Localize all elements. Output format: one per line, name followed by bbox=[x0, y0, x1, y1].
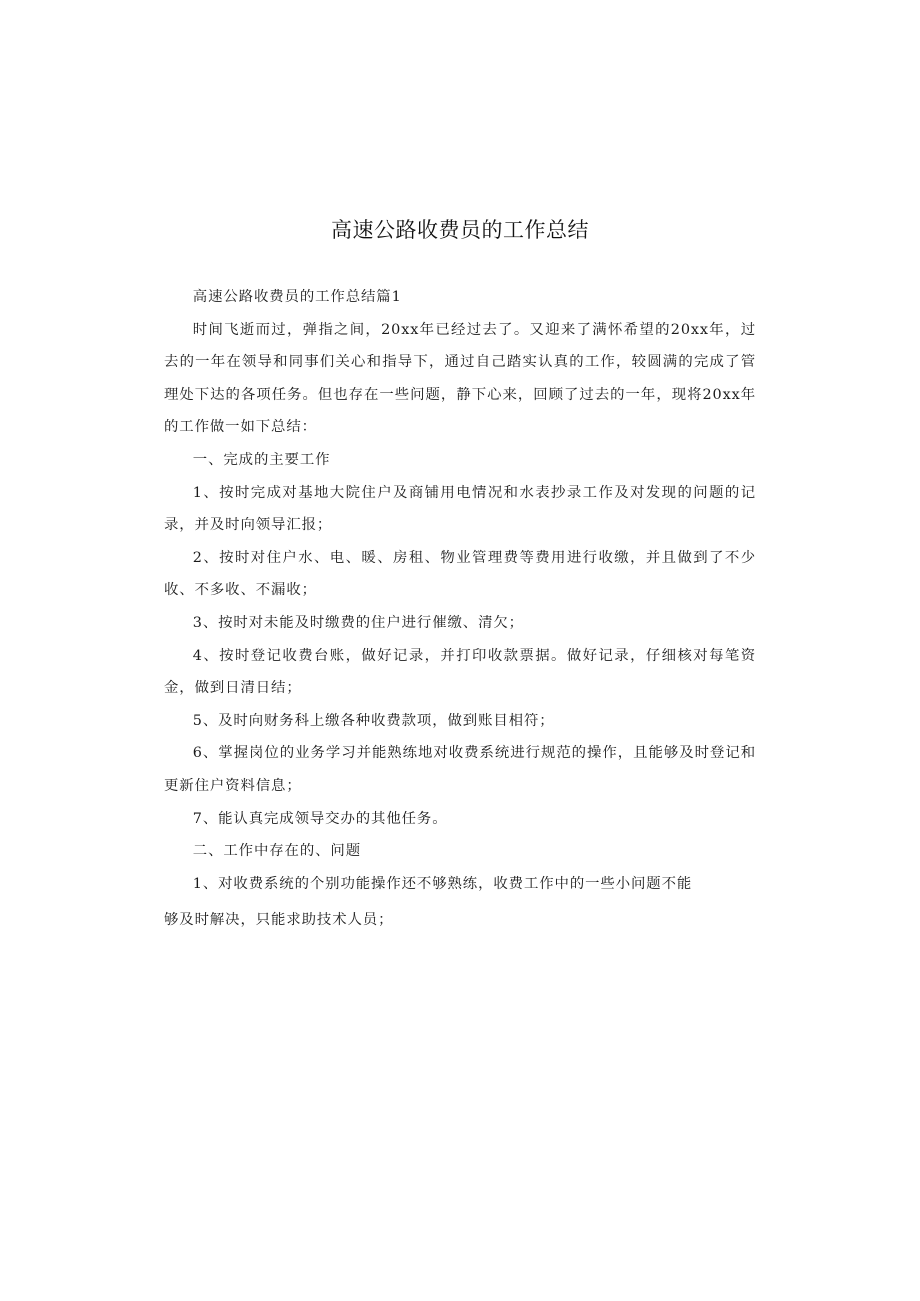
intro-paragraph: 时间飞逝而过，弹指之间，20xx年已经过去了。又迎来了满怀希望的20xx年，过去的一年在领导和同事们关心和指导下，通过自己踏实认真的工作，较圆满的完成了管理处下达的各项任务。但也存在一些问题，静下心来，回顾了过去的一年，现将20xx年的工作做一如下总结： bbox=[164, 321, 756, 436]
list-item-continuation: 够及时解决，只能求助技术人员； bbox=[164, 912, 394, 929]
section-heading: 一、完成的主要工作 bbox=[192, 451, 331, 468]
list-item: 4、按时登记收费台账，做好记录，并打印收款票据。做好记录，仔细核对每笔资金，做到日清日结； bbox=[164, 647, 756, 697]
list-item: 2、按时对住户水、电、暖、房租、物业管理费等费用进行收缴，并且做到了不少收、不多收、不漏收； bbox=[164, 549, 756, 599]
list-item: 3、按时对未能及时缴费的住户进行催缴、清欠； bbox=[192, 614, 524, 631]
list-item: 7、能认真完成领导交办的其他任务。 bbox=[192, 810, 448, 827]
section-heading: 二、工作中存在的、问题 bbox=[192, 843, 361, 860]
document-title: 高速公路收费员的工作总结 bbox=[331, 218, 589, 242]
list-item: 5、及时向财务科上缴各种收费款项，做到账目相符； bbox=[192, 712, 555, 729]
list-item: 1、对收费系统的个别功能操作还不够熟练，收费工作中的一些小问题不能 bbox=[192, 875, 693, 892]
list-item: 1、按时完成对基地大院住户及商铺用电情况和水表抄录工作及对发现的问题的记录，并及时向领导汇报； bbox=[164, 484, 756, 534]
document-body bbox=[164, 281, 756, 937]
section-heading: 高速公路收费员的工作总结篇1 bbox=[192, 289, 402, 305]
list-item: 6、掌握岗位的业务学习并能熟练地对收费系统进行规范的操作，且能够及时登记和更新住户资料信息； bbox=[164, 745, 756, 794]
